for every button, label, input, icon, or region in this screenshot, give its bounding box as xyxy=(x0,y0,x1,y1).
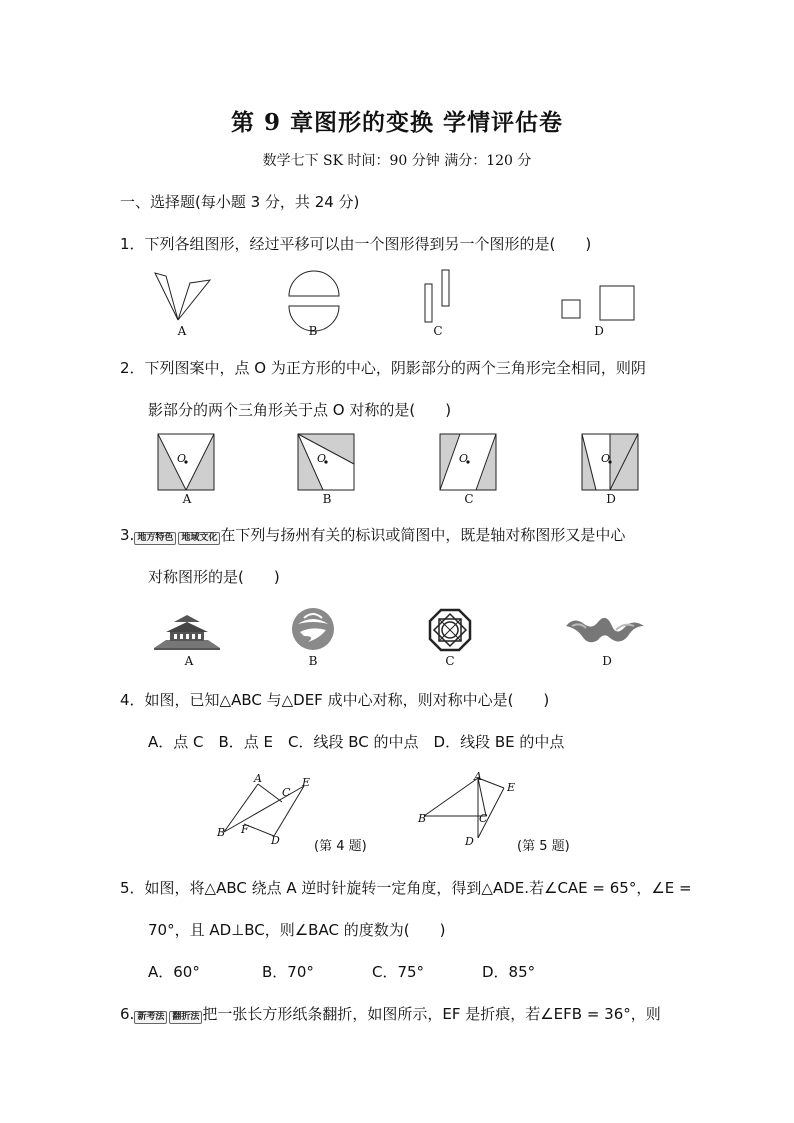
q1-option-c[interactable]: C xyxy=(433,324,443,338)
q2-figure-c xyxy=(440,434,498,492)
q5-choice-d[interactable]: D．85° xyxy=(482,963,536,981)
question-6-text: 把一张长方形纸条翻折，如图所示，EF 是折痕，若∠EFB = 36°，则 xyxy=(202,1005,661,1023)
q2-figure-a xyxy=(158,434,216,492)
badge-new-method: 新考法 xyxy=(134,1011,167,1024)
q4-point-a: A xyxy=(254,772,262,785)
q3-option-c[interactable]: C xyxy=(445,654,455,668)
q1-figure-c xyxy=(420,266,460,326)
q2-option-d[interactable]: D xyxy=(606,492,616,506)
question-5-line1: 5．如图，将△ABC 绕点 A 逆时针旋转一定角度，得到△ADE.若∠CAE = 65°，∠E = xyxy=(120,879,692,897)
q4-figure-caption: (第 4 题) xyxy=(314,839,367,854)
q1-figure-a xyxy=(150,268,215,328)
question-4-line1: 4．如图，已知△ABC 与△DEF 成中心对称，则对称中心是( ) xyxy=(120,691,550,709)
q3-figure-c-lattice-icon xyxy=(428,608,472,652)
q1-figure-b xyxy=(286,274,342,330)
q4-figure xyxy=(214,772,314,846)
q5-choice-b[interactable]: B．70° xyxy=(262,963,314,981)
q5-choice-c[interactable]: C．75° xyxy=(372,963,425,981)
q4-point-e: E xyxy=(302,776,311,789)
q4-point-f: F xyxy=(241,823,249,836)
q5-point-d: D xyxy=(465,835,474,848)
question-6-number: 6. xyxy=(120,1005,135,1023)
section-heading: 一、选择题(每小题 3 分，共 24 分) xyxy=(120,193,360,211)
badge-local-feature: 地方特色 xyxy=(134,532,176,545)
q1-figure-d xyxy=(556,282,641,324)
q5-point-b: B xyxy=(418,812,427,825)
question-6-line1 xyxy=(120,1004,661,1024)
q3-figure-a-building-icon xyxy=(152,612,222,652)
question-5-line2: 70°，且 AD⊥BC，则∠BAC 的度数为( ) xyxy=(148,921,446,939)
q1-option-b[interactable]: B xyxy=(308,324,318,338)
q2-center-label-b: O xyxy=(317,452,327,465)
q1-option-d[interactable]: D xyxy=(594,324,604,338)
page-title: 第 9 章图形的变换 学情评估卷 xyxy=(230,109,564,136)
question-2-line2: 影部分的两个三角形关于点 O 对称的是( ) xyxy=(148,401,452,419)
q3-figure-d-cloud-icon xyxy=(564,612,646,648)
q2-figure-d xyxy=(582,434,640,492)
q3-option-a[interactable]: A xyxy=(184,654,194,668)
badge-fold-method: 翻折法 xyxy=(169,1011,202,1024)
q1-option-a[interactable]: A xyxy=(177,324,187,338)
q3-option-d[interactable]: D xyxy=(602,654,612,668)
q2-center-label-c: O xyxy=(459,452,469,465)
q2-center-label-a: O xyxy=(177,452,187,465)
question-3-line2: 对称图形的是( ) xyxy=(148,568,280,586)
question-3-line1 xyxy=(120,525,625,545)
question-3-text: 在下列与扬州有关的标识或简图中，既是轴对称图形又是中心 xyxy=(220,526,626,544)
q5-point-a: A xyxy=(474,770,482,783)
q4-point-b: B xyxy=(217,826,226,839)
q2-option-c[interactable]: C xyxy=(464,492,474,506)
badge-regional-culture: 地域文化 xyxy=(178,532,220,545)
q3-option-b[interactable]: B xyxy=(308,654,318,668)
question-2-line1: 2．下列图案中，点 O 为正方形的中心，阴影部分的两个三角形完全相同，则阴 xyxy=(120,359,646,377)
q5-point-e: E xyxy=(507,781,516,794)
q4-point-d: D xyxy=(271,834,280,847)
q2-option-a[interactable]: A xyxy=(182,492,192,506)
q5-point-c: C xyxy=(479,812,488,825)
q2-center-label-d: O xyxy=(601,452,611,465)
question-3-number: 3. xyxy=(120,526,135,544)
question-1-text: 1．下列各组图形，经过平移可以由一个图形得到另一个图形的是( ) xyxy=(120,235,592,253)
page-subtitle: 数学七下 SK 时间：90 分钟 满分：120 分 xyxy=(262,153,532,169)
q5-choice-a[interactable]: A．60° xyxy=(148,963,200,981)
q5-figure-caption: (第 5 题) xyxy=(517,839,570,854)
q2-option-b[interactable]: B xyxy=(322,492,332,506)
question-4-choices[interactable]: A．点 C B．点 E C．线段 BC 的中点 D．线段 BE 的中点 xyxy=(148,733,565,751)
q2-figure-b xyxy=(298,434,356,492)
q3-figure-b-emblem-icon xyxy=(290,606,336,652)
q4-point-c: C xyxy=(282,786,291,799)
